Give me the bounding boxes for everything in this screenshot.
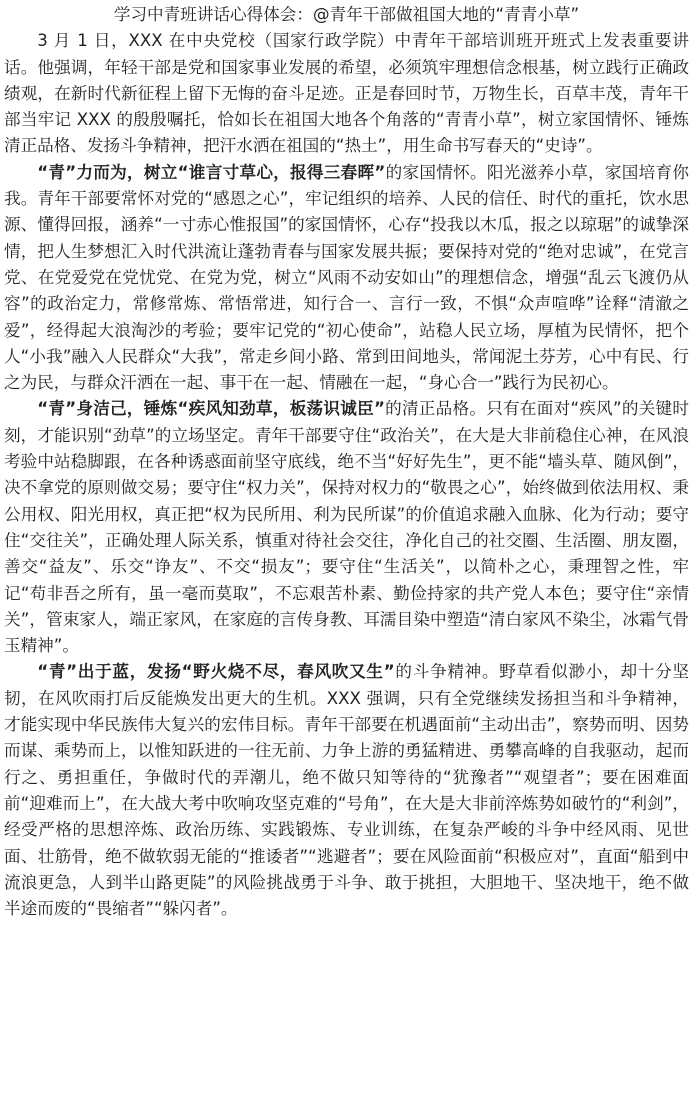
paragraph-integrity — [4, 396, 689, 659]
paragraph-fighting-spirit — [4, 659, 689, 922]
paragraph-body: 的家国情怀。阳光滋养小草，家国培育你我。青年干部要常怀对党的“感恩之心”，牢记组织的培养、人民的信任、时代的重托，饮水思源、懂得回报，涵养“一寸赤心惟报国”的家国情怀，心存“投我以木瓜，报之以琼琚”的诚挚深情，把人生梦想汇入时代洪流让蓬勃青春与国家发展共振；要保持对党的“绝对忠诚”，在党言党、在党爱党在党忧党、在党为党，树立“风雨不动安如山”的理想信念，增强“乱云飞渡仍从容”的政治定力，常修常炼、常悟常进，知行合一、言行一致，不惧“众声喧哗”诠释“清澈之爱”，经得起大浪淘沙的考验；要牢记党的“初心使命”，站稳人民立场，厚植为民情怀，把个人“小我”融入人民群众“大我”，常走乡间小路、常到田间地头，常闻泥土芬芳，心中有民、行之为民，与群众汗洒在一起、事干在一起、情融在一起，“身心合一”践行为民初心。 — [4, 162, 690, 393]
paragraph-intro — [4, 28, 689, 159]
paragraph-lead: “青”力而为，树立“谁言寸草心，报得三春晖” — [37, 162, 386, 182]
paragraph-lead: “青”出于蓝，发扬“野火烧不尽，春风吹又生” — [37, 662, 395, 682]
paragraph-body: 3 月 1 日，XXX 在中央党校（国家行政学院）中青年干部培训班开班式上发表重要讲话。他强调，年轻干部是党和国家事业发展的希望，必须筑牢理想信念根基，树立践行正确政绩观，在新时代新征程上留下无悔的奋斗足迹。正是春回时节，万物生长，百草丰茂，青年干部当牢记 XXX 的殷殷嘱托，恰如长在祖国大地各个角落的“青青小草”，树立家国情怀、锤炼清正品格、发扬斗争精神，把汗水洒在祖国的“热土”，用生命书写春天的“史诗”。 — [4, 31, 689, 156]
paragraph-lead: “青”身洁己，锤炼“疾风知劲草，板荡识诚臣” — [37, 399, 385, 419]
paragraph-body: 的清正品格。只有在面对“疾风”的关键时刻，才能识别“劲草”的立场坚定。青年干部要守住“政治关”，在大是大非前稳住心神，在风浪考验中站稳脚跟，在各种诱惑面前坚守底线，绝不当“好好先生”，更不能“墙头草、随风倒”，决不拿党的原则做交易；要守住“权力关”，保持对权力的“敬畏之心”，始终做到依法用权、秉公用权、阳光用权，真正把“权为民所用、利为民所谋”的价值追求融入血脉、化为行动；要守住“交往关”，正确处理人际关系，慎重对待社会交往，净化自己的社交圈、生活圈、朋友圈，善交“益友”、乐交“诤友”、不交“损友”；要守住“生活关”，以简朴之心，秉理智之性，牢记“苟非吾之所有，虽一毫而莫取”，不忘艰苦朴素、勤俭持家的共产党人本色；要守住“亲情关”，管束家人，端正家风，在家庭的言传身教、耳濡目染中塑造“清白家风不染尘，冰霜气骨玉精神”。 — [4, 399, 689, 656]
paragraph-family-patriotism — [4, 160, 689, 397]
paragraph-body: 的斗争精神。野草看似渺小，却十分坚韧，在风吹雨打后反能焕发出更大的生机。XXX 强调，只有全党继续发扬担当和斗争精神，才能实现中华民族伟大复兴的宏伟目标。青年干部要在机遇面前“主动出击”，察势而明、因势而谋、乘势而上，以惟知跃进的一往无前、力争上游的勇猛精进、勇攀高峰的自我驱动，起而行之、勇担重任，争做时代的弄潮儿，绝不做只知等待的“犹豫者”“观望者”；要在困难面前“迎难而上”，在大战大考中吹响攻坚克难的“号角”，在大是大非前淬炼势如破竹的“利剑”，经受严格的思想淬炼、政治历练、实践锻炼、专业训练，在复杂严峻的斗争中经风雨、见世面、壮筋骨，绝不做软弱无能的“推诿者”“逃避者”；要在风险面前“积极应对”，直面“船到中流浪更急，人到半山路更陡”的风险挑战勇于斗争、敢于挑担，大胆地干、坚决地干，绝不做半途而废的“畏缩者”“躲闪者”。 — [4, 662, 690, 919]
article-title: 学习中青班讲话心得体会：@青年干部做祖国大地的“青青小草” — [113, 5, 580, 24]
